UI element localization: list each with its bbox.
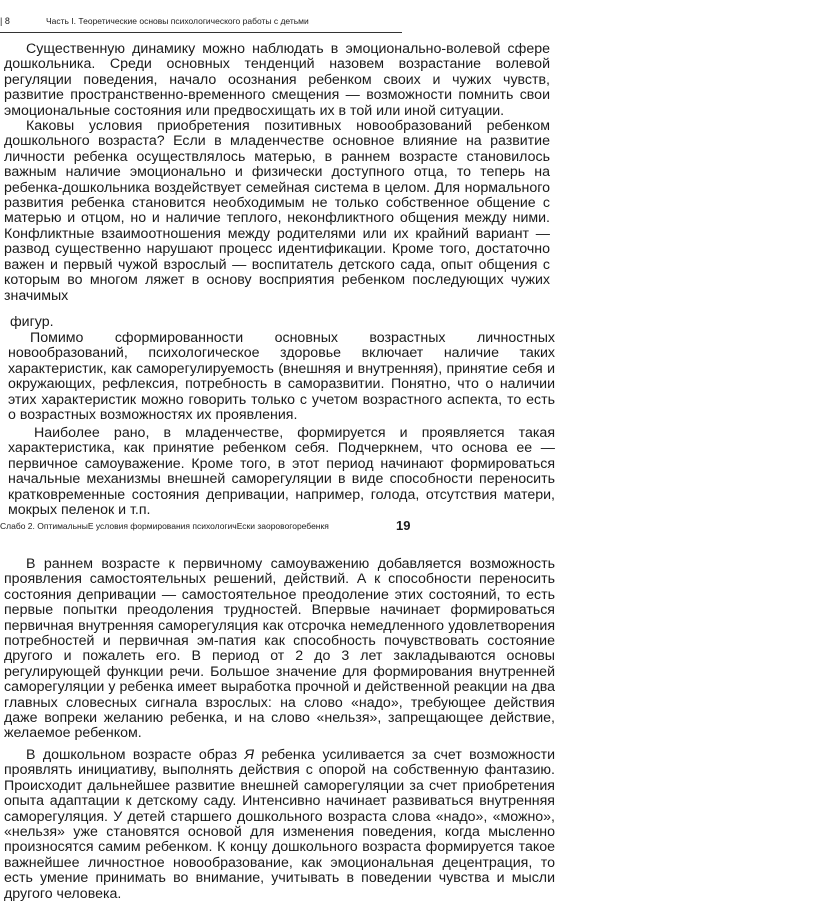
paragraph: Помимо сформированности основных возрастных личностных новообразований, психологическое здоровье включает наличие таких характеристик, как саморегулируемость (внешняя и внутренняя), принятие себя и окружающих, рефлексия, потребность в саморазвитии. Понятно, что о наличии этих характеристик можно говорить только с учетом возрастного аспекта, то есть о возрастных возможностях их проявления. [8, 330, 555, 424]
text-block-infancy [8, 426, 555, 518]
header-page-number: | 8 [0, 16, 10, 26]
paragraph: Наиболее рано, в младенчестве, формируется и проявляется такая характеристика, как принятие ребенком себя. Подчеркнем, что основа ее — первичное самоуважение. Кроме того, в этот период начинают формироваться начальные механизмы внешней саморегуляции в виде способности переносить кратковременные состояния депривации, например, голода, отсутствия матери, мокрых пеленок и т.п. [8, 425, 555, 519]
italic-ya: Я [244, 746, 255, 763]
paragraph: В раннем возрасте к первичному самоуважению добавляется возможность проявления самостоятельных решений, действий. А к способности переносить состояния депривации — самостоятельное преодоление этих состояний, то есть первые попытки преодоления трудностей. Впервые начинает формироваться первичная внутренняя саморегуляция как отсрочка немедленного удовлетворения потребностей и первичная эм-патия как способность почувствовать состояние другого и пожалеть его. В период от 2 до 3 лет закладываются основы регулирующей функции речи. Большое значение для формирования внутренней саморегуляции у ребенка имеет выработка прочной и действенной реакции на два главных словесных сигнала взрослых: на слово «надо», требующее действия даже вопреки желанию ребенка, и на слово «нельзя», запрещающее действие, желаемое ребенком. [4, 556, 555, 742]
text-block-mid [8, 331, 555, 423]
text-run: В дошкольном возрасте образ [26, 746, 245, 763]
paragraph-preschool [4, 748, 555, 902]
text-block-bottom [4, 557, 555, 902]
orphan-line: фигур. [10, 314, 54, 330]
paragraph: Каковы условия приобретения позитивных новообразований ребенком дошкольного возраста? Если в младенчестве основное влияние на развитие личности ребенка осуществлялось матерью, в раннем возрасте становилось важным наличие эмоционально и физически доступного отца, то теперь на ребенка-дошкольника воздействует семейная система в целом. Для нормального развития ребенка становится необходимым не только собственное общение с матерью и отцом, но и наличие теплого, неконфликтного общения между ними. Конфликтные взаимоотношения между родителями или их крайний вариант — развод существенно нарушают процесс идентификации. Кроме того, достаточно важен и первый чужой взрослый — воспитатель детского сада, опыт общения с которым во многом ляжет в основу восприятия ребенком последующих чужих значимых [4, 118, 550, 304]
section-page-number: 19 [396, 518, 411, 533]
text-block-top [4, 42, 550, 304]
text-run: ребенка усиливается за счет возможности проявлять инициативу, выполнять действия с опорой на собственную фантазию. Происходит дальнейшее развитие внешней саморегуляции за счет приобретения опыта адаптации к детскому саду. Интенсивно начинает развиваться внутренняя саморегуляция. У детей старшего дошкольного возраста слова «надо», «можно», «нельзя» уже становятся основой для изменения поведения, когда мысленно произносятся самим ребенком. К концу дошкольного возраста формируется такое важнейшее личностное новообразование, как эмоциональная децентрация, то есть умение принимать во внимание, учитывать в поведении чувства и мысли другого человека. [4, 746, 556, 902]
paragraph: Существенную динамику можно наблюдать в эмоционально-волевой сфере дошкольника. Среди основных тенденций назовем возрастание волевой регуляции поведения, начало осознания ребенком своих и чужих чувств, развитие пространственно-временного смещения — возможности помнить свои эмоциональные состояния или предвосхищать их в той или иной ситуации. [4, 41, 550, 119]
header-title: Часть I. Теоретические основы психологического работы с детьми [46, 16, 309, 26]
section-header: Слабо 2. ОптимальныЕ условия формирования психологичЕски заоровогоребенкя [0, 521, 329, 531]
running-header [0, 14, 402, 33]
